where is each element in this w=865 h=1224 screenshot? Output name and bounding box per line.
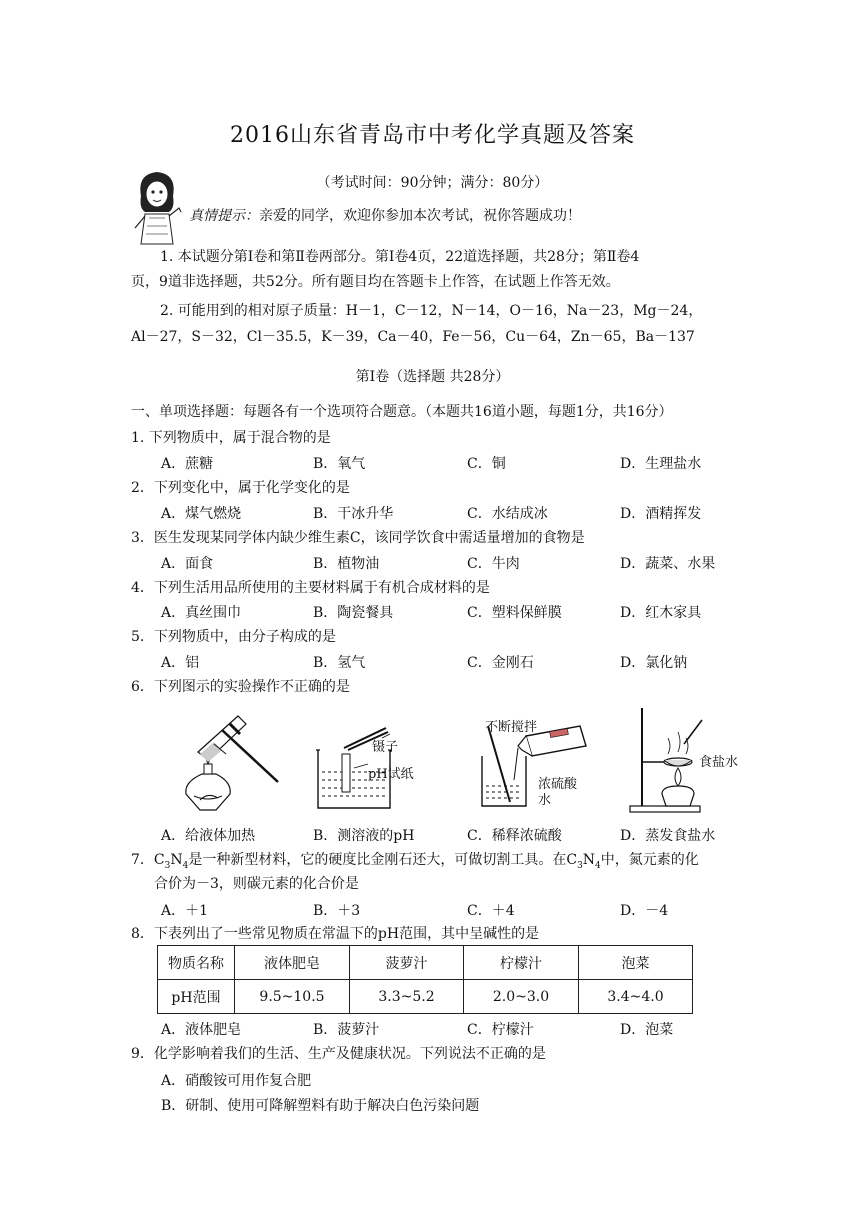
table-cell: 菠萝汁 [350,946,464,980]
tip-line [189,206,581,226]
option: B．菠萝汁 [313,1022,380,1038]
option: C．金刚石 [467,655,534,671]
option: A．蔗糖 [161,456,214,472]
option: D．－4 [620,903,669,919]
section-title: 第Ⅰ卷（选择题 共28分） [355,369,510,385]
option: A．铝 [161,655,200,671]
question-stem: 8．下表列出了一些常见物质在常温下的pH范围，其中呈碱性的是 [131,926,540,942]
option: C．柠檬汁 [467,1022,534,1038]
option: A．＋1 [161,903,209,919]
option: C．塑料保鲜膜 [467,605,562,621]
option: D．蔬菜、水果 [620,556,716,572]
option: A．煤气燃烧 [161,506,242,522]
question-stem: 1. 下列物质中，属于混合物的是 [131,430,331,446]
water-label: 水 [538,793,552,808]
evaporate-figure-icon [628,702,708,814]
table-row [158,946,693,980]
option: A．面食 [161,556,214,572]
question-stem: 4．下列生活用品所使用的主要材料属于有机合成材料的是 [131,580,490,596]
tip-label: 真情提示： [189,208,259,224]
option: B．氢气 [313,655,366,671]
table-cell: 3.3~5.2 [350,980,464,1014]
question-stem: 5．下列物质中，由分子构成的是 [131,629,336,645]
option: B．干冰升华 [313,506,394,522]
option: D．红木家具 [620,605,702,621]
table-cell: pH范围 [158,980,235,1014]
question-stem: 6．下列图示的实验操作不正确的是 [131,679,350,695]
question-stem: 9．化学影响着我们的生活、生产及健康状况。下列说法不正确的是 [131,1046,546,1062]
option: B．研制、使用可降解塑料有助于解决白色污染问题 [161,1098,480,1114]
stir-label: 不断搅拌 [485,720,538,735]
table-cell: 9.5~10.5 [235,980,350,1014]
salt-water-label: 食盐水 [699,755,739,770]
table-cell: 3.4~4.0 [579,980,693,1014]
question-stem: 3．医生发现某同学体内缺少维生素C，该同学饮食中需适量增加的食物是 [131,530,585,546]
page-title: 2016山东省青岛市中考化学真题及答案 [230,123,635,148]
tip-text: 亲爱的同学，欢迎你参加本次考试，祝你答题成功！ [259,208,581,224]
instruction-line: 1. 本试题分第Ⅰ卷和第Ⅱ卷两部分。第Ⅰ卷4页，22道选择题，共28分；第Ⅱ卷4 [160,249,640,265]
option: D．氯化钠 [620,655,688,671]
heating-liquid-figure-icon [178,712,286,812]
option: B．陶瓷餐具 [313,605,394,621]
table-row [158,980,693,1014]
option: B．植物油 [313,556,380,572]
option: B．＋3 [313,903,361,919]
option: D．酒精挥发 [620,506,702,522]
option: B．测溶液的pH [313,828,415,844]
option: C．铜 [467,456,506,472]
part-title: 一、单项选择题：每题各有一个选项符合题意。（本题共16道小题，每题1分，共16分） [131,404,673,420]
ph-table [157,945,693,1014]
question-stem: 7．$C_3N_4$是一种新型材料，它的硬度比金刚石还大，可做切割工具。在$C_3N_4$中，氮元素的化 [131,852,699,871]
option: A．液体肥皂 [161,1022,242,1038]
question-stem: 合价为－3，则碳元素的化合价是 [154,876,359,892]
tweezers-label: 镊子 [372,740,399,755]
table-cell: 2.0~3.0 [464,980,579,1014]
instruction-line: 2. 可能用到的相对原子质量：H－1，C－12，N－14，O－16，Na－23，Mg－24， [160,303,703,319]
option: D．蒸发食盐水 [620,828,716,844]
option: B．氧气 [313,456,366,472]
option: C．牛肉 [467,556,520,572]
option: C．水结成冰 [467,506,548,522]
table-cell: 柠檬汁 [464,946,579,980]
table-cell: 物质名称 [158,946,235,980]
option: A．给液体加热 [161,828,256,844]
ph-paper-label: pH试纸 [368,767,414,782]
option: C．稀释浓硫酸 [467,828,562,844]
cartoon-girl-icon [127,168,187,248]
acid-label: 浓硫酸 [538,777,578,792]
option: A．硝酸铵可用作复合肥 [161,1073,312,1089]
question-stem: 2．下列变化中，属于化学变化的是 [131,480,350,496]
instruction-line: 页，9道非选择题，共52分。所有题目均在答题卡上作答，在试题上作答无效。 [131,274,620,290]
instruction-line: Al－27，S－32，Cl－35.5，K－39，Ca－40，Fe－56，Cu－64，Zn－65，Ba－137 [131,329,695,345]
option: D．生理盐水 [620,456,702,472]
table-cell: 液体肥皂 [235,946,350,980]
table-cell: 泡菜 [579,946,693,980]
option: D．泡菜 [620,1022,674,1038]
exam-info: （考试时间：90分钟；满分：80分） [316,175,549,191]
option: A．真丝围巾 [161,605,242,621]
option: C．＋4 [467,903,515,919]
